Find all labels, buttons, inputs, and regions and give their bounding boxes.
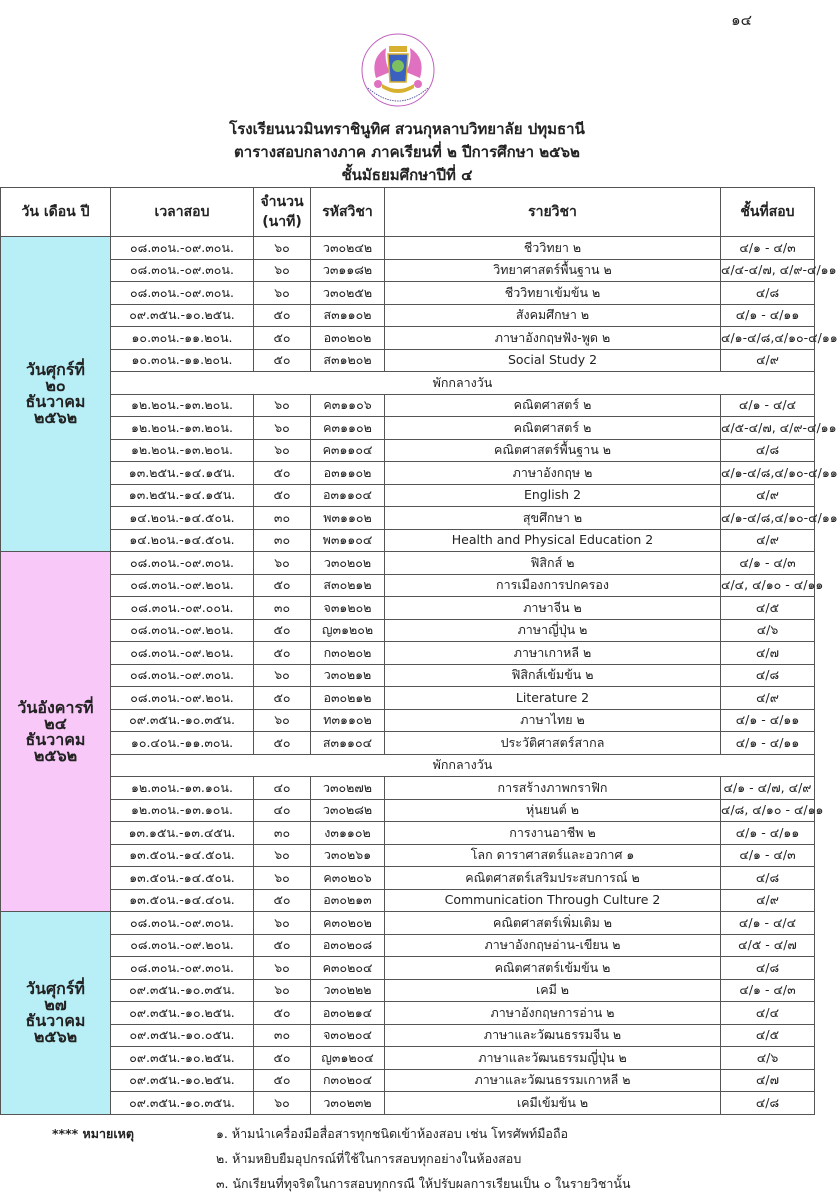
exam-time: ๐๘.๓๐น.-๐๙.๓๐น. [111, 912, 254, 935]
subject-code: ว๓๐๒๓๒ [311, 1092, 385, 1115]
exam-minutes: ๖๐ [254, 552, 311, 575]
exam-minutes: ๔๐ [254, 799, 311, 822]
subject-name: ฟิสิกส์ ๒ [385, 552, 721, 575]
table-row [1, 597, 815, 620]
exam-time: ๑๒.๒๐น.-๑๓.๒๐น. [111, 439, 254, 462]
col-subject: รายวิชา [385, 188, 721, 237]
subject-name: คณิตศาสตร์ ๒ [385, 417, 721, 440]
subject-code: ก๓๐๒๐๔ [311, 1069, 385, 1092]
exam-minutes: ๕๐ [254, 462, 311, 485]
exam-room: ๔/๔ [721, 1002, 815, 1025]
table-row [1, 777, 815, 800]
subject-name: ประวัติศาสตร์สากล [385, 732, 721, 755]
exam-minutes: ๕๐ [254, 327, 311, 350]
school-name: โรงเรียนนวมินทราชินูทิศ สวนกุหลาบวิทยาลัย ปทุมธานี [229, 120, 585, 138]
exam-minutes: ๕๐ [254, 732, 311, 755]
exam-time: ๐๙.๓๕น.-๑๐.๒๕น. [111, 1069, 254, 1092]
exam-time: ๐๘.๓๐น.-๐๙.๒๐น. [111, 687, 254, 710]
day-cell [1, 912, 111, 1115]
subject-name: คณิตศาสตร์เสริมประสบการณ์ ๒ [385, 867, 721, 890]
exam-time: ๐๘.๓๐น.-๐๙.๒๐น. [111, 934, 254, 957]
subject-name: สังคมศึกษา ๒ [385, 304, 721, 327]
subject-code: ว๓๐๒๑๒ [311, 664, 385, 687]
table-row [1, 709, 815, 732]
exam-time: ๐๘.๓๐น.-๐๙.๓๐น. [111, 957, 254, 980]
subject-code: ส๓๑๒๐๒ [311, 349, 385, 372]
exam-title: ตารางสอบกลางภาค ภาคเรียนที่ ๒ ปีการศึกษา ๒๕๖๒ [234, 143, 580, 161]
exam-room: ๔/๙ [721, 889, 815, 912]
subject-code: จ๓๐๒๐๔ [311, 1024, 385, 1047]
subject-code: ว๓๐๒๗๒ [311, 777, 385, 800]
exam-room: ๔/๑ - ๔/๑๑ [721, 732, 815, 755]
header-row [1, 188, 815, 237]
exam-time: ๐๘.๓๐น.-๐๙.๓๐น. [111, 259, 254, 282]
exam-room: ๔/๘, ๔/๑๐ - ๔/๑๑ [721, 799, 815, 822]
exam-time: ๐๙.๓๕น.-๑๐.๓๕น. [111, 1092, 254, 1115]
subject-name: ภาษาอังกฤษการอ่าน ๒ [385, 1002, 721, 1025]
day-label-line: วันศุกร์ที่ [26, 360, 85, 379]
table-row [1, 822, 815, 845]
exam-time: ๑๒.๓๐น.-๑๓.๑๐น. [111, 777, 254, 800]
exam-minutes: ๖๐ [254, 1092, 311, 1115]
table-row [1, 642, 815, 665]
subject-name: ภาษาและวัฒนธรรมญี่ปุ่น ๒ [385, 1047, 721, 1070]
day-label-line: วันอังคารที่ [17, 697, 94, 717]
exam-time: ๑๒.๒๐น.-๑๓.๒๐น. [111, 417, 254, 440]
exam-minutes: ๕๐ [254, 484, 311, 507]
subject-code: ญ๓๑๒๐๔ [311, 1047, 385, 1070]
table-row [1, 1092, 815, 1115]
subject-code: อ๓๑๑๐๒ [311, 462, 385, 485]
exam-time: ๐๙.๓๕น.-๑๐.๓๕น. [111, 709, 254, 732]
day-label-line: ธันวาคม [25, 1010, 86, 1030]
day-label-line: ธันวาคม [25, 392, 86, 411]
exam-minutes: ๓๐ [254, 597, 311, 620]
subject-name: ภาษาและวัฒนธรรมจีน ๒ [385, 1024, 721, 1047]
table-row [1, 484, 815, 507]
subject-name: การเมืองการปกครอง [385, 574, 721, 597]
exam-room: ๔/๙ [721, 484, 815, 507]
exam-room: ๔/๑ - ๔/๗, ๔/๙ [721, 777, 815, 800]
exam-minutes: ๖๐ [254, 664, 311, 687]
school-emblem-logo [356, 28, 440, 112]
exam-minutes: ๖๐ [254, 709, 311, 732]
exam-room: ๔/๕ - ๔/๗ [721, 934, 815, 957]
subject-name: คณิตศาสตร์พื้นฐาน ๒ [385, 439, 721, 462]
exam-minutes: ๖๐ [254, 844, 311, 867]
note-item: ๒. ห้ามหยิบยืมอุปกรณ์ที่ใช้ในการสอบทุกอย่างในห้องสอบ [216, 1151, 522, 1166]
col-minutes: จำนวน (นาที) [254, 188, 311, 237]
exam-time: ๑๓.๑๕น.-๑๓.๔๕น. [111, 822, 254, 845]
exam-room: ๔/๖ [721, 1047, 815, 1070]
exam-minutes: ๕๐ [254, 889, 311, 912]
exam-time: ๐๘.๓๐น.-๐๙.๒๐น. [111, 574, 254, 597]
page-number: ๑๔ [731, 11, 752, 29]
grade-level: ชั้นมัธยมศึกษาปีที่ ๔ [341, 166, 473, 184]
table-row [1, 259, 815, 282]
day-label-line: ๒๗ [44, 994, 67, 1014]
exam-room: ๔/๔, ๔/๑๐ - ๔/๑๑ [721, 574, 815, 597]
subject-name: การสร้างภาพกราฟิก [385, 777, 721, 800]
subject-name: สุขศึกษา ๒ [385, 507, 721, 530]
table-row [1, 1047, 815, 1070]
subject-name: ภาษาและวัฒนธรรมเกาหลี ๒ [385, 1069, 721, 1092]
subject-name: คณิตศาสตร์เข้มข้น ๒ [385, 957, 721, 980]
subject-name: ภาษาอังกฤษอ่าน-เขียน ๒ [385, 934, 721, 957]
subject-code: ก๓๐๒๐๒ [311, 642, 385, 665]
exam-room: ๔/๙ [721, 349, 815, 372]
table-row [1, 349, 815, 372]
subject-name: ภาษาจีน ๒ [385, 597, 721, 620]
exam-room: ๔/๑ - ๔/๓ [721, 844, 815, 867]
exam-time: ๑๔.๒๐น.-๑๔.๕๐น. [111, 507, 254, 530]
exam-time: ๐๘.๓๐น.-๐๙.๓๐น. [111, 664, 254, 687]
day-label-line: ๒๕๖๒ [33, 408, 78, 427]
exam-time: ๐๙.๓๕น.-๑๐.๒๕น. [111, 1002, 254, 1025]
day-label-line: ๒๕๖๒ [33, 745, 78, 765]
exam-room: ๔/๑ - ๔/๑๑ [721, 304, 815, 327]
table-row [1, 799, 815, 822]
table-row [1, 957, 815, 980]
exam-time: ๐๘.๓๐น.-๐๙.๓๐น. [111, 552, 254, 575]
exam-minutes: ๖๐ [254, 867, 311, 890]
exam-room: ๔/๑-๔/๘,๔/๑๐-๔/๑๑ [721, 462, 815, 485]
exam-minutes: ๔๐ [254, 777, 311, 800]
exam-time: ๑๒.๒๐น.-๑๓.๒๐น. [111, 394, 254, 417]
exam-room: ๔/๕ [721, 597, 815, 620]
subject-code: ว๓๐๒๘๒ [311, 799, 385, 822]
day-label-line: ธันวาคม [25, 729, 86, 749]
col-code: รหัสวิชา [311, 188, 385, 237]
table-row [1, 912, 815, 935]
exam-minutes: ๓๐ [254, 529, 311, 552]
table-row [1, 867, 815, 890]
exam-minutes: ๖๐ [254, 979, 311, 1002]
exam-minutes: ๖๐ [254, 394, 311, 417]
lunch-break-row [1, 754, 815, 777]
subject-code: ค๓๐๒๐๔ [311, 957, 385, 980]
subject-code: ค๓๑๑๐๔ [311, 439, 385, 462]
exam-minutes: ๕๐ [254, 1069, 311, 1092]
exam-time: ๑๓.๒๕น.-๑๔.๑๕น. [111, 484, 254, 507]
notes-heading: **** หมายเหตุ [52, 1126, 134, 1141]
exam-minutes: ๕๐ [254, 619, 311, 642]
lunch-break-row [1, 372, 815, 395]
exam-time: ๑๓.๒๕น.-๑๔.๑๕น. [111, 462, 254, 485]
subject-code: ค๓๐๒๐๒ [311, 912, 385, 935]
exam-minutes: ๕๐ [254, 934, 311, 957]
exam-time: ๑๓.๕๐น.-๑๔.๕๐น. [111, 867, 254, 890]
subject-code: อ๓๐๒๑๒ [311, 687, 385, 710]
table-row [1, 1024, 815, 1047]
col-room: ชั้นที่สอบ [721, 188, 815, 237]
exam-time: ๑๔.๒๐น.-๑๔.๕๐น. [111, 529, 254, 552]
table-row [1, 889, 815, 912]
table-row [1, 282, 815, 305]
subject-code: ค๓๑๑๐๖ [311, 394, 385, 417]
lunch-break-label: พักกลางวัน [111, 372, 815, 395]
exam-minutes: ๖๐ [254, 259, 311, 282]
subject-name: เคมี ๒ [385, 979, 721, 1002]
subject-code: ว๓๐๒๐๒ [311, 552, 385, 575]
subject-code: ว๓๐๒๔๒ [311, 237, 385, 260]
subject-name: ภาษาอังกฤษ ๒ [385, 462, 721, 485]
exam-minutes: ๓๐ [254, 822, 311, 845]
subject-name: หุ่นยนต์ ๒ [385, 799, 721, 822]
exam-time: ๐๘.๓๐น.-๐๙.๓๐น. [111, 237, 254, 260]
subject-code: ค๓๐๒๐๖ [311, 867, 385, 890]
exam-room: ๔/๘ [721, 664, 815, 687]
subject-code: ท๓๑๑๐๒ [311, 709, 385, 732]
exam-room: ๔/๑ - ๔/๓ [721, 979, 815, 1002]
exam-room: ๔/๘ [721, 439, 815, 462]
day-label-line: วันศุกร์ที่ [26, 978, 85, 998]
exam-minutes: ๖๐ [254, 957, 311, 980]
exam-time: ๐๘.๓๐น.-๐๙.๒๐น. [111, 619, 254, 642]
subject-name: ชีววิทยาเข้มข้น ๒ [385, 282, 721, 305]
subject-code: ว๓๐๒๕๒ [311, 282, 385, 305]
subject-code: ว๓๐๒๒๒ [311, 979, 385, 1002]
subject-code: พ๓๑๑๐๒ [311, 507, 385, 530]
exam-room: ๔/๘ [721, 957, 815, 980]
subject-code: อ๓๐๒๐๒ [311, 327, 385, 350]
exam-time: ๑๒.๓๐น.-๑๓.๑๐น. [111, 799, 254, 822]
subject-code: ส๓๑๑๐๒ [311, 304, 385, 327]
exam-time: ๐๘.๓๐น.-๐๙.๒๐น. [111, 642, 254, 665]
table-row [1, 394, 815, 417]
subject-code: อ๓๐๒๑๓ [311, 889, 385, 912]
exam-room: ๔/๑ - ๔/๓ [721, 237, 815, 260]
exam-time: ๑๐.๔๐น.-๑๑.๓๐น. [111, 732, 254, 755]
exam-minutes: ๖๐ [254, 237, 311, 260]
exam-minutes: ๕๐ [254, 574, 311, 597]
subject-name: Literature 2 [385, 687, 721, 710]
subject-code: อ๓๑๑๐๔ [311, 484, 385, 507]
exam-time: ๐๙.๓๕น.-๑๐.๒๕น. [111, 304, 254, 327]
exam-schedule-table [0, 187, 838, 1115]
subject-code: อ๓๐๒๐๘ [311, 934, 385, 957]
subject-code: ส๓๑๑๐๔ [311, 732, 385, 755]
subject-name: คณิตศาสตร์เพิ่มเติม ๒ [385, 912, 721, 935]
subject-code: อ๓๐๒๑๔ [311, 1002, 385, 1025]
table-row [1, 1002, 815, 1025]
subject-name: การงานอาชีพ ๒ [385, 822, 721, 845]
table-row [1, 574, 815, 597]
note-item: ๓. นักเรียนที่ทุจริตในการสอบทุกกรณี ให้ปรับผลการเรียนเป็น ๐ ในรายวิชานั้น [216, 1176, 631, 1191]
exam-room: ๔/๑ - ๔/๔ [721, 394, 815, 417]
exam-room: ๔/๑ - ๔/๔ [721, 912, 815, 935]
subject-name: เคมีเข้มข้น ๒ [385, 1092, 721, 1115]
subject-name: ภาษาญี่ปุ่น ๒ [385, 619, 721, 642]
subject-name: โลก ดาราศาสตร์และอวกาศ ๑ [385, 844, 721, 867]
exam-minutes: ๖๐ [254, 912, 311, 935]
exam-room: ๔/๕ [721, 1024, 815, 1047]
exam-minutes: ๕๐ [254, 349, 311, 372]
subject-code: พ๓๑๑๐๔ [311, 529, 385, 552]
exam-room: ๔/๔-๔/๗, ๔/๙-๔/๑๑ [721, 259, 815, 282]
subject-name: วิทยาศาสตร์พื้นฐาน ๒ [385, 259, 721, 282]
subject-name: Communication Through Culture 2 [385, 889, 721, 912]
col-time: เวลาสอบ [111, 188, 254, 237]
exam-room: ๔/๑-๔/๘,๔/๑๐-๔/๑๑ [721, 507, 815, 530]
subject-code: ญ๓๑๒๐๒ [311, 619, 385, 642]
note-item: ๑. ห้ามนำเครื่องมือสื่อสารทุกชนิดเข้าห้องสอบ เช่น โทรศัพท์มือถือ [216, 1126, 569, 1141]
exam-room: ๔/๑-๔/๘,๔/๑๐-๔/๑๑ [721, 327, 815, 350]
exam-time: ๑๓.๕๐น.-๑๔.๕๐น. [111, 844, 254, 867]
exam-time: ๑๐.๓๐น.-๑๑.๒๐น. [111, 349, 254, 372]
subject-name: ชีววิทยา ๒ [385, 237, 721, 260]
exam-minutes: ๕๐ [254, 1002, 311, 1025]
exam-room: ๔/๗ [721, 1069, 815, 1092]
exam-room: ๔/๘ [721, 282, 815, 305]
day-cell [1, 552, 111, 912]
exam-room: ๔/๑ - ๔/๓ [721, 552, 815, 575]
table-row [1, 732, 815, 755]
subject-code: ง๓๑๑๐๒ [311, 822, 385, 845]
subject-name: ภาษาเกาหลี ๒ [385, 642, 721, 665]
exam-minutes: ๕๐ [254, 304, 311, 327]
exam-time: ๐๙.๓๕น.-๑๐.๒๕น. [111, 1047, 254, 1070]
exam-room: ๔/๑ - ๔/๑๑ [721, 709, 815, 732]
exam-room: ๔/๗ [721, 642, 815, 665]
table-row [1, 687, 815, 710]
subject-name: English 2 [385, 484, 721, 507]
subject-name: Health and Physical Education 2 [385, 529, 721, 552]
subject-name: ภาษาอังกฤษฟัง-พูด ๒ [385, 327, 721, 350]
exam-room: ๔/๙ [721, 687, 815, 710]
exam-minutes: ๕๐ [254, 1047, 311, 1070]
exam-minutes: ๕๐ [254, 687, 311, 710]
day-cell [1, 237, 111, 552]
day-label-line: ๒๔ [44, 713, 67, 733]
exam-time: ๐๙.๓๕น.-๑๐.๐๕น. [111, 1024, 254, 1047]
table-row [1, 1069, 815, 1092]
subject-code: จ๓๑๒๐๒ [311, 597, 385, 620]
exam-time: ๐๘.๓๐น.-๐๙.๓๐น. [111, 282, 254, 305]
exam-room: ๔/๖ [721, 619, 815, 642]
lunch-break-label: พักกลางวัน [111, 754, 815, 777]
subject-code: ค๓๑๑๐๒ [311, 417, 385, 440]
table-row [1, 237, 815, 260]
subject-code: ส๓๐๒๑๒ [311, 574, 385, 597]
exam-room: ๔/๘ [721, 867, 815, 890]
table-row [1, 979, 815, 1002]
table-row [1, 327, 815, 350]
exam-minutes: ๖๐ [254, 417, 311, 440]
exam-room: ๔/๙ [721, 529, 815, 552]
table-row [1, 417, 815, 440]
table-row [1, 934, 815, 957]
subject-code: ว๓๐๒๖๑ [311, 844, 385, 867]
col-date: วัน เดือน ปี [1, 188, 111, 237]
exam-room: ๔/๑ - ๔/๑๑ [721, 822, 815, 845]
subject-code: ว๓๑๑๘๒ [311, 259, 385, 282]
exam-minutes: ๓๐ [254, 1024, 311, 1047]
exam-minutes: ๕๐ [254, 642, 311, 665]
exam-room: ๔/๕-๔/๗, ๔/๙-๔/๑๑ [721, 417, 815, 440]
table-row [1, 664, 815, 687]
exam-time: ๑๐.๓๐น.-๑๑.๒๐น. [111, 327, 254, 350]
exam-room: ๔/๘ [721, 1092, 815, 1115]
subject-name: ฟิสิกส์เข้มข้น ๒ [385, 664, 721, 687]
day-label-line: ๒๕๖๒ [33, 1026, 78, 1046]
table-row [1, 529, 815, 552]
table-row [1, 439, 815, 462]
exam-minutes: ๖๐ [254, 282, 311, 305]
exam-time: ๑๓.๕๐น.-๑๔.๔๐น. [111, 889, 254, 912]
subject-name: คณิตศาสตร์ ๒ [385, 394, 721, 417]
subject-name: Social Study 2 [385, 349, 721, 372]
exam-minutes: ๖๐ [254, 439, 311, 462]
table-row [1, 304, 815, 327]
table-row [1, 507, 815, 530]
exam-minutes: ๓๐ [254, 507, 311, 530]
table-row [1, 619, 815, 642]
table-row [1, 552, 815, 575]
table-row [1, 844, 815, 867]
table-row [1, 462, 815, 485]
subject-name: ภาษาไทย ๒ [385, 709, 721, 732]
exam-time: ๐๘.๓๐น.-๐๙.๐๐น. [111, 597, 254, 620]
day-label-line: ๒๐ [45, 376, 66, 395]
exam-time: ๐๙.๓๕น.-๑๐.๓๕น. [111, 979, 254, 1002]
